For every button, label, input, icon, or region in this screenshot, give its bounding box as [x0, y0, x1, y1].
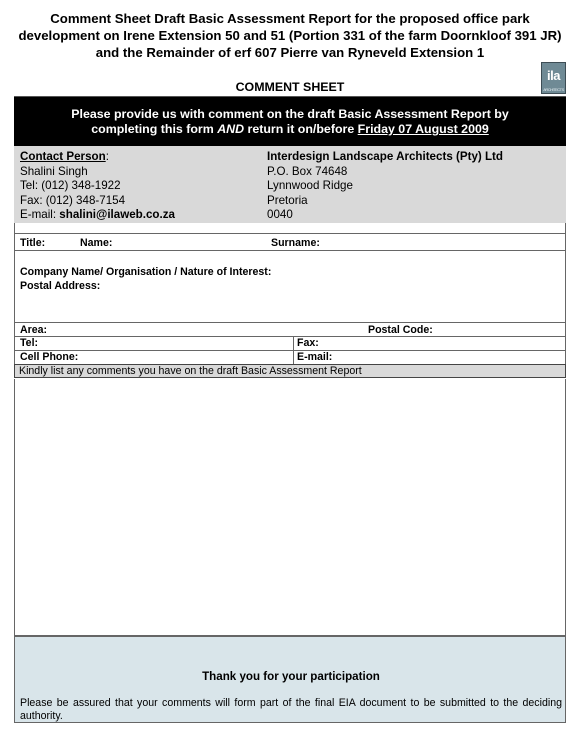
company-address-column — [267, 150, 503, 223]
thank-you-text: Thank you for your participation — [202, 670, 380, 683]
title-field-label[interactable]: Title: — [20, 237, 46, 249]
contact-block — [14, 146, 566, 223]
contact-label-colon: : — [105, 150, 109, 163]
address-line-4: 0040 — [267, 208, 293, 221]
contact-person-column — [20, 150, 175, 223]
assurance-text: Please be assured that your comments will form part of the final EIA document to be submitted to the deciding authority. — [20, 697, 562, 722]
company-field-label[interactable]: Company Name/ Organisation / Nature of Interest: — [20, 266, 272, 278]
address-line-1: P.O. Box 74648 — [267, 164, 348, 178]
logo-text: ila — [547, 68, 560, 83]
contact-tel: Tel: (012) 348-1922 — [20, 179, 121, 192]
sheet-heading: COMMENT SHEET — [235, 80, 345, 94]
notice-banner — [14, 96, 566, 146]
company-name: Interdesign Landscape Architects (Pty) Ltd — [267, 150, 503, 163]
address-line-3: Pretoria — [267, 193, 308, 207]
form-right-border — [565, 223, 566, 364]
postal-address-field-label[interactable]: Postal Address: — [20, 280, 101, 292]
contact-label-row — [20, 150, 175, 165]
cell-phone-field-label[interactable]: Cell Phone: — [20, 351, 79, 363]
area-field-label[interactable]: Area: — [20, 324, 48, 336]
contact-email-link[interactable]: shalini@ilaweb.co.za — [59, 208, 175, 221]
notice-line-2b: return it on/before — [244, 122, 358, 136]
contact-name: Shalini Singh — [20, 164, 88, 178]
contact-email-label: E-mail: — [20, 208, 60, 221]
fax-field-label[interactable]: Fax: — [297, 337, 319, 349]
email-field-label[interactable]: E-mail: — [297, 351, 333, 363]
form-divider-1 — [14, 233, 566, 234]
thank-you-block — [14, 636, 566, 723]
contact-label: Contact Person — [20, 150, 106, 163]
form-divider-4 — [14, 336, 566, 337]
notice-text — [14, 107, 566, 137]
comments-area[interactable] — [14, 379, 566, 636]
logo-small-text: ARCHITECTS — [543, 87, 564, 92]
postal-code-field-label[interactable]: Postal Code: — [368, 324, 433, 336]
notice-line-1: Please provide us with comment on the draft Basic Assessment Report by — [71, 107, 509, 121]
form-left-border — [14, 223, 15, 364]
notice-line-2 — [14, 122, 566, 137]
name-field-label[interactable]: Name: — [80, 237, 113, 249]
notice-and: AND — [217, 122, 245, 136]
document-title: Comment Sheet Draft Basic Assessment Report for the proposed office park development on Irene Extension 50 and 51 (Portion 331 of the farm Doornkloof 391 JR) and the Remainder of erf 607 Pierre van Ryneveld Extension 1 — [18, 11, 562, 60]
form-divider-3 — [14, 322, 566, 323]
form-divider-2 — [14, 250, 566, 251]
notice-line-2a: completing this form — [91, 122, 218, 136]
address-line-2: Lynnwood Ridge — [267, 179, 353, 192]
form-column-divider — [293, 336, 294, 364]
contact-fax: Fax: (012) 348-7154 — [20, 193, 126, 207]
notice-deadline: Friday 07 August 2009 — [357, 122, 489, 136]
contact-email-row — [20, 208, 175, 223]
form-divider-5 — [14, 350, 566, 351]
surname-field-label[interactable]: Surname: — [271, 237, 320, 249]
tel-field-label[interactable]: Tel: — [20, 337, 39, 349]
comments-prompt: Kindly list any comments you have on the draft Basic Assessment Report — [14, 364, 566, 378]
